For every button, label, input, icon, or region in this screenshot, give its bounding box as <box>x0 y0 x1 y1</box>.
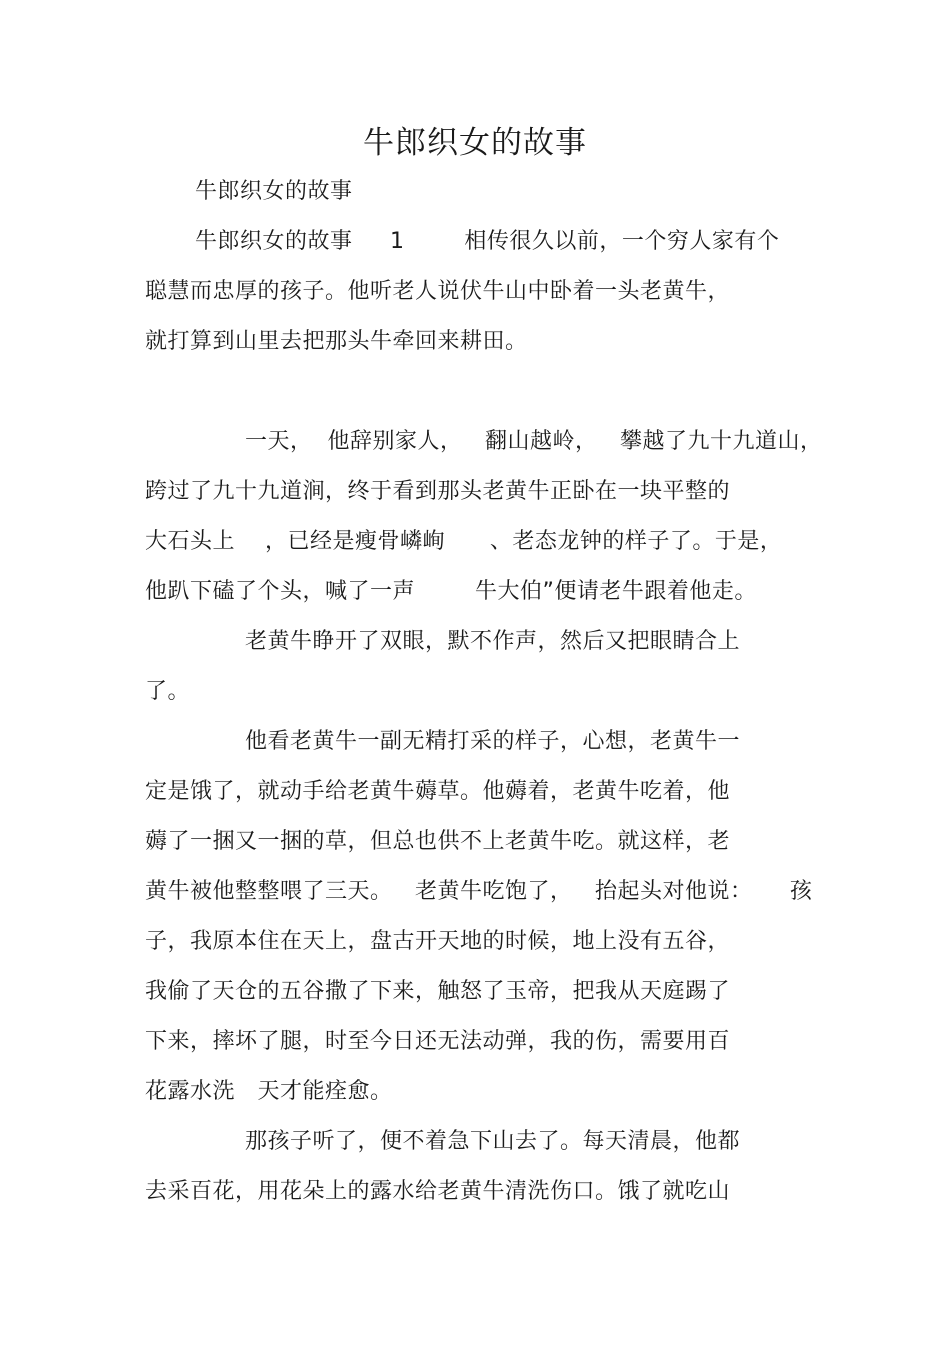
text-line: 定是饿了，就动手给老黄牛薅草。他薅着，老黄牛吃着，他 <box>145 779 731 804</box>
text-line: 他看老黄牛一副无精打采的样子，心想，老黄牛一 <box>245 729 741 754</box>
text-line: 去采百花，用花朵上的露水给老黄牛清洗伤口。饿了就吃山 <box>145 1179 731 1204</box>
text-line: 子，我原本住在天上，盘古开天地的时候，地上没有五谷， <box>145 929 731 954</box>
text-line: 那孩子听了，便不着急下山去了。每天清晨，他都 <box>245 1129 741 1154</box>
text-line: 就打算到山里去把那头牛牵回来耕田。 <box>145 329 528 354</box>
text-line: 了。 <box>145 679 191 704</box>
text-line: 老黄牛睁开了双眼，默不作声，然后又把眼睛合上 <box>245 629 741 654</box>
subtitle-line: 牛郎织女的故事 <box>195 179 353 204</box>
text-line: 聪慧而忠厚的孩子。他听老人说伏牛山中卧着一头老黄牛， <box>145 279 731 304</box>
text-line: 下来，摔坏了腿，时至今日还无法动弹，我的伤，需要用百 <box>145 1029 731 1054</box>
text-line: 跨过了九十九道涧，终于看到那头老黄牛正卧在一块平整的 <box>145 479 731 504</box>
text-line: 黄牛被他整整喂了三天。 老黄牛吃饱了， 抬起头对他说： 孩 <box>145 879 813 904</box>
document-title: 牛郎织女的故事 <box>363 125 587 161</box>
text-line: 他趴下磕了个头，喊了一声 牛大伯”便请老牛跟着他走。 <box>145 579 757 604</box>
text-line: 大石头上 ，已经是瘦骨嶙峋 、老态龙钟的样子了。于是， <box>145 529 783 554</box>
text-line: 牛郎织女的故事 1 相传很久以前，一个穷人家有个 <box>195 229 780 254</box>
text-line: 薅了一捆又一捆的草，但总也供不上老黄牛吃。就这样，老 <box>145 829 731 854</box>
text-line: 花露水洗 天才能痊愈。 <box>145 1079 393 1104</box>
text-line: 我偷了天仓的五谷撒了下来，触怒了玉帝，把我从天庭踢了 <box>145 979 731 1004</box>
text-line: 一天， 他辞别家人， 翻山越岭， 攀越了九十九道山， <box>245 429 823 454</box>
